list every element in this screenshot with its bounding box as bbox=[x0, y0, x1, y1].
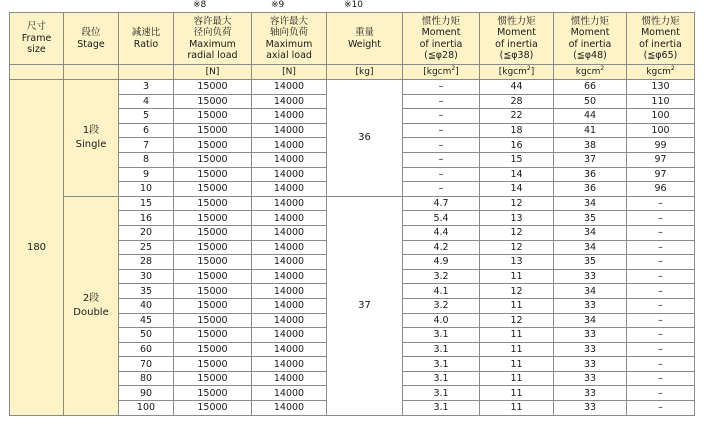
inertia-28-cell: – bbox=[403, 94, 480, 109]
inertia-38-cell: 12 bbox=[480, 313, 554, 328]
axial-load-cell: 14000 bbox=[252, 196, 327, 211]
radial-load-cell: 15000 bbox=[174, 211, 252, 226]
inertia-48-cell: 66 bbox=[554, 80, 627, 95]
inertia-28-cell: 4.4 bbox=[403, 225, 480, 240]
inertia-38-cell: 11 bbox=[480, 371, 554, 386]
inertia-65-cell: – bbox=[627, 225, 695, 240]
inertia-65-cell: 97 bbox=[627, 152, 695, 167]
weight-double-cell: 37 bbox=[327, 196, 403, 415]
axial-load-cell: 14000 bbox=[252, 313, 327, 328]
inertia-65-cell: – bbox=[627, 298, 695, 313]
radial-load-cell: 15000 bbox=[174, 255, 252, 270]
inertia-48-cell: 37 bbox=[554, 152, 627, 167]
inertia-48-cell: 33 bbox=[554, 357, 627, 372]
radial-load-cell: 15000 bbox=[174, 371, 252, 386]
inertia-48-cell: 50 bbox=[554, 94, 627, 109]
ratio-cell: 3 bbox=[119, 80, 174, 95]
radial-load-cell: 15000 bbox=[174, 80, 252, 95]
stage-unit-cell bbox=[64, 65, 119, 80]
ratio-cell: 40 bbox=[119, 298, 174, 313]
radial-load-cell: 15000 bbox=[174, 284, 252, 299]
inertia-28-cell: 3.1 bbox=[403, 371, 480, 386]
axial-load-cell: 14000 bbox=[252, 123, 327, 138]
frame-size-header: 尺寸 Frame size bbox=[10, 13, 64, 65]
inertia-38-cell: 12 bbox=[480, 284, 554, 299]
inertia-65-cell: – bbox=[627, 328, 695, 343]
inertia-48-cell: 33 bbox=[554, 269, 627, 284]
axial-load-cell: 14000 bbox=[252, 80, 327, 95]
axial-load-cell: 14000 bbox=[252, 342, 327, 357]
radial-load-unit: [N] bbox=[174, 65, 252, 80]
axial-load-cell: 14000 bbox=[252, 371, 327, 386]
inertia-28-cell: 3.1 bbox=[403, 401, 480, 416]
inertia-65-unit: kgcm$^2$ bbox=[627, 65, 695, 80]
radial-load-cell: 15000 bbox=[174, 298, 252, 313]
axial-load-cell: 14000 bbox=[252, 138, 327, 153]
inertia-28-cell: 4.1 bbox=[403, 284, 480, 299]
inertia-65-cell: 130 bbox=[627, 80, 695, 95]
inertia-65-cell: – bbox=[627, 342, 695, 357]
ratio-unit-cell bbox=[119, 65, 174, 80]
radial-load-cell: 15000 bbox=[174, 94, 252, 109]
inertia-38-cell: 14 bbox=[480, 182, 554, 197]
radial-load-cell: 15000 bbox=[174, 167, 252, 182]
inertia-38-cell: 18 bbox=[480, 123, 554, 138]
inertia-38-cell: 11 bbox=[480, 342, 554, 357]
ratio-cell: 6 bbox=[119, 123, 174, 138]
inertia-28-cell: 4.7 bbox=[403, 196, 480, 211]
axial-load-cell: 14000 bbox=[252, 211, 327, 226]
weight-header: 重量 Weight bbox=[327, 13, 403, 65]
axial-load-cell: 14000 bbox=[252, 182, 327, 197]
inertia-65-cell: – bbox=[627, 211, 695, 226]
inertia-48-cell: 35 bbox=[554, 211, 627, 226]
inertia-65-cell: 110 bbox=[627, 94, 695, 109]
radial-load-cell: 15000 bbox=[174, 328, 252, 343]
weight-unit: [kg] bbox=[327, 65, 403, 80]
header-row bbox=[10, 13, 695, 65]
inertia-48-cell: 33 bbox=[554, 328, 627, 343]
frame-size-cell: 180 bbox=[10, 80, 64, 416]
table-row bbox=[10, 196, 695, 211]
radial-load-cell: 15000 bbox=[174, 182, 252, 197]
ratio-cell: 70 bbox=[119, 357, 174, 372]
frame-unit-cell bbox=[10, 65, 64, 80]
inertia-28-cell: – bbox=[403, 123, 480, 138]
inertia-38-cell: 11 bbox=[480, 357, 554, 372]
ratio-cell: 5 bbox=[119, 109, 174, 124]
inertia-28-cell: – bbox=[403, 109, 480, 124]
inertia-48-cell: 34 bbox=[554, 196, 627, 211]
inertia-48-cell: 44 bbox=[554, 109, 627, 124]
inertia-65-cell: – bbox=[627, 386, 695, 401]
inertia-48-cell: 33 bbox=[554, 371, 627, 386]
ratio-cell: 4 bbox=[119, 94, 174, 109]
axial-load-cell: 14000 bbox=[252, 167, 327, 182]
inertia-28-cell: 4.9 bbox=[403, 255, 480, 270]
ratio-cell: 30 bbox=[119, 269, 174, 284]
radial-load-cell: 15000 bbox=[174, 109, 252, 124]
inertia-48-header: 惯性力矩 Moment of inertia (≦φ48) bbox=[554, 13, 627, 65]
ratio-cell: 16 bbox=[119, 211, 174, 226]
inertia-65-cell: – bbox=[627, 371, 695, 386]
table-row bbox=[10, 80, 695, 95]
inertia-65-cell: – bbox=[627, 255, 695, 270]
inertia-28-unit: [kgcm$^2$] bbox=[403, 65, 480, 80]
inertia-65-cell: – bbox=[627, 357, 695, 372]
ratio-cell: 25 bbox=[119, 240, 174, 255]
inertia-65-header: 惯性力矩 Moment of inertia (≦φ65) bbox=[627, 13, 695, 65]
radial-load-cell: 15000 bbox=[174, 357, 252, 372]
radial-load-cell: 15000 bbox=[174, 138, 252, 153]
inertia-48-cell: 38 bbox=[554, 138, 627, 153]
radial-load-cell: 15000 bbox=[174, 269, 252, 284]
radial-load-cell: 15000 bbox=[174, 313, 252, 328]
axial-load-cell: 14000 bbox=[252, 225, 327, 240]
axial-load-cell: 14000 bbox=[252, 109, 327, 124]
ratio-cell: 60 bbox=[119, 342, 174, 357]
inertia-65-cell: – bbox=[627, 240, 695, 255]
radial-load-header: 容许最大 径向负荷 Maximum radial load bbox=[174, 13, 252, 65]
axial-load-cell: 14000 bbox=[252, 284, 327, 299]
inertia-65-cell: 100 bbox=[627, 123, 695, 138]
inertia-38-cell: 11 bbox=[480, 401, 554, 416]
inertia-28-cell: 3.1 bbox=[403, 357, 480, 372]
inertia-28-cell: – bbox=[403, 80, 480, 95]
ratio-cell: 45 bbox=[119, 313, 174, 328]
inertia-28-cell: 3.1 bbox=[403, 342, 480, 357]
radial-load-cell: 15000 bbox=[174, 123, 252, 138]
axial-load-header: 容许最大 轴向负荷 Maximum axial load bbox=[252, 13, 327, 65]
ratio-cell: 15 bbox=[119, 196, 174, 211]
inertia-48-cell: 36 bbox=[554, 167, 627, 182]
inertia-38-cell: 13 bbox=[480, 255, 554, 270]
inertia-48-cell: 34 bbox=[554, 313, 627, 328]
inertia-65-cell: 99 bbox=[627, 138, 695, 153]
inertia-38-cell: 28 bbox=[480, 94, 554, 109]
stage-single-cell: 1段 Single bbox=[64, 80, 119, 197]
inertia-38-header: 惯性力矩 Moment of inertia (≦φ38) bbox=[480, 13, 554, 65]
inertia-48-cell: 34 bbox=[554, 284, 627, 299]
inertia-28-cell: – bbox=[403, 167, 480, 182]
inertia-38-cell: 11 bbox=[480, 298, 554, 313]
inertia-38-cell: 12 bbox=[480, 225, 554, 240]
inertia-65-cell: – bbox=[627, 284, 695, 299]
gearbox-spec-table bbox=[9, 12, 695, 416]
stage-header: 段位 Stage bbox=[64, 13, 119, 65]
radial-load-note-marker: ※8 bbox=[193, 0, 207, 10]
inertia-38-cell: 12 bbox=[480, 240, 554, 255]
inertia-38-cell: 12 bbox=[480, 196, 554, 211]
ratio-cell: 7 bbox=[119, 138, 174, 153]
inertia-48-cell: 34 bbox=[554, 225, 627, 240]
ratio-cell: 10 bbox=[119, 182, 174, 197]
inertia-65-cell: 97 bbox=[627, 167, 695, 182]
inertia-48-unit: kgcm$^2$ bbox=[554, 65, 627, 80]
inertia-38-cell: 16 bbox=[480, 138, 554, 153]
inertia-65-cell: – bbox=[627, 269, 695, 284]
axial-load-cell: 14000 bbox=[252, 269, 327, 284]
inertia-28-cell: 3.1 bbox=[403, 328, 480, 343]
inertia-65-cell: – bbox=[627, 313, 695, 328]
table-body bbox=[10, 80, 695, 416]
ratio-cell: 50 bbox=[119, 328, 174, 343]
radial-load-cell: 15000 bbox=[174, 152, 252, 167]
inertia-28-cell: 4.2 bbox=[403, 240, 480, 255]
inertia-38-unit: [kgcm$^2$] bbox=[480, 65, 554, 80]
radial-load-cell: 15000 bbox=[174, 240, 252, 255]
axial-load-unit: [N] bbox=[252, 65, 327, 80]
inertia-28-header: 惯性力矩 Moment of inertia (≦φ28) bbox=[403, 13, 480, 65]
inertia-38-cell: 44 bbox=[480, 80, 554, 95]
inertia-38-cell: 11 bbox=[480, 328, 554, 343]
inertia-65-cell: 96 bbox=[627, 182, 695, 197]
ratio-cell: 35 bbox=[119, 284, 174, 299]
axial-load-cell: 14000 bbox=[252, 401, 327, 416]
inertia-48-cell: 33 bbox=[554, 298, 627, 313]
radial-load-cell: 15000 bbox=[174, 401, 252, 416]
inertia-48-cell: 33 bbox=[554, 342, 627, 357]
axial-load-cell: 14000 bbox=[252, 357, 327, 372]
inertia-28-cell: 5.4 bbox=[403, 211, 480, 226]
footnote-markers bbox=[0, 0, 704, 12]
inertia-48-cell: 33 bbox=[554, 386, 627, 401]
inertia-48-cell: 35 bbox=[554, 255, 627, 270]
inertia-28-cell: 3.2 bbox=[403, 298, 480, 313]
inertia-28-cell: 4.0 bbox=[403, 313, 480, 328]
stage-double-cell: 2段 Double bbox=[64, 196, 119, 415]
ratio-cell: 20 bbox=[119, 225, 174, 240]
inertia-65-cell: – bbox=[627, 196, 695, 211]
inertia-28-cell: – bbox=[403, 138, 480, 153]
inertia-28-cell: – bbox=[403, 182, 480, 197]
axial-load-cell: 14000 bbox=[252, 298, 327, 313]
radial-load-cell: 15000 bbox=[174, 225, 252, 240]
axial-load-cell: 14000 bbox=[252, 94, 327, 109]
inertia-38-cell: 22 bbox=[480, 109, 554, 124]
axial-load-cell: 14000 bbox=[252, 328, 327, 343]
ratio-cell: 90 bbox=[119, 386, 174, 401]
ratio-cell: 80 bbox=[119, 371, 174, 386]
weight-single-cell: 36 bbox=[327, 80, 403, 197]
inertia-28-cell: – bbox=[403, 152, 480, 167]
radial-load-cell: 15000 bbox=[174, 342, 252, 357]
inertia-48-cell: 36 bbox=[554, 182, 627, 197]
ratio-cell: 28 bbox=[119, 255, 174, 270]
inertia-38-cell: 13 bbox=[480, 211, 554, 226]
ratio-cell: 9 bbox=[119, 167, 174, 182]
radial-load-cell: 15000 bbox=[174, 386, 252, 401]
axial-load-cell: 14000 bbox=[252, 240, 327, 255]
ratio-cell: 8 bbox=[119, 152, 174, 167]
units-row bbox=[10, 65, 695, 80]
axial-load-cell: 14000 bbox=[252, 255, 327, 270]
inertia-65-cell: – bbox=[627, 401, 695, 416]
weight-note-marker: ※10 bbox=[344, 0, 363, 10]
inertia-48-cell: 33 bbox=[554, 401, 627, 416]
ratio-header: 减速比 Ratio bbox=[119, 13, 174, 65]
inertia-28-cell: 3.1 bbox=[403, 386, 480, 401]
inertia-48-cell: 41 bbox=[554, 123, 627, 138]
axial-load-cell: 14000 bbox=[252, 152, 327, 167]
radial-load-cell: 15000 bbox=[174, 196, 252, 211]
inertia-48-cell: 34 bbox=[554, 240, 627, 255]
inertia-38-cell: 11 bbox=[480, 269, 554, 284]
inertia-28-cell: 3.2 bbox=[403, 269, 480, 284]
inertia-65-cell: 100 bbox=[627, 109, 695, 124]
axial-load-cell: 14000 bbox=[252, 386, 327, 401]
inertia-38-cell: 15 bbox=[480, 152, 554, 167]
axial-load-note-marker: ※9 bbox=[271, 0, 285, 10]
inertia-38-cell: 14 bbox=[480, 167, 554, 182]
inertia-38-cell: 11 bbox=[480, 386, 554, 401]
ratio-cell: 100 bbox=[119, 401, 174, 416]
